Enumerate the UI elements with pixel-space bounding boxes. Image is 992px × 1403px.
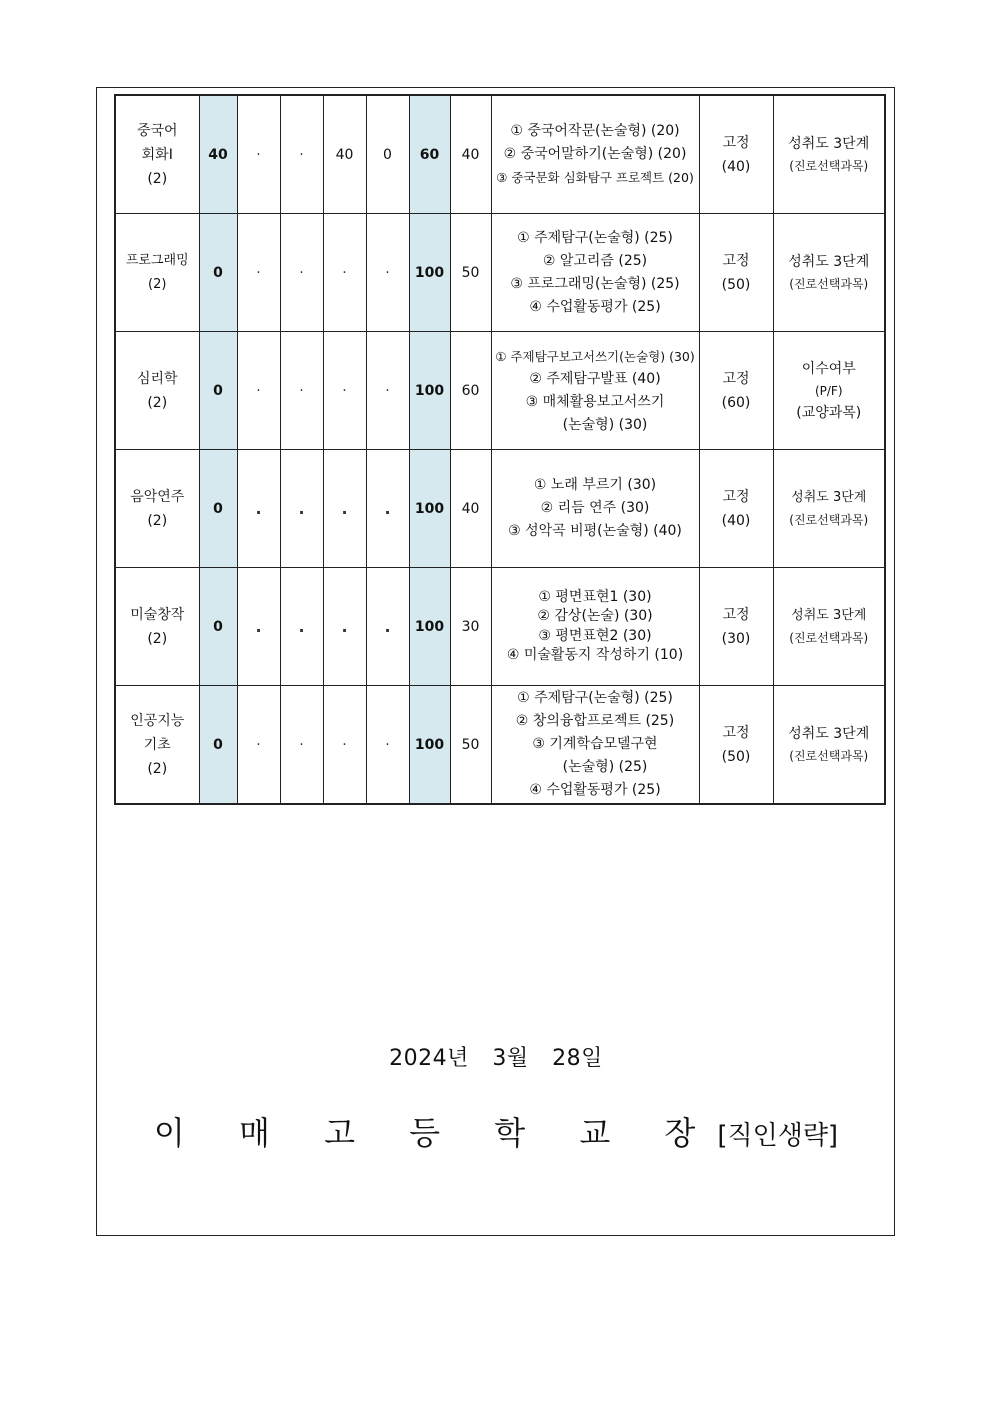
value-cell: . [237,450,280,568]
date-month: 3월 [492,1046,529,1071]
value-cell: · [237,686,280,805]
ratio-cell: 60 [409,95,450,214]
list-item: ② 창의융합프로젝트 (25) [515,713,675,729]
assessment-table [114,94,886,805]
value-cell: · [237,214,280,332]
value-cell: 60 [450,332,491,450]
list-item: ① 주제탐구보고서쓰기(논술형) (30) [495,348,695,364]
value-cell: . [280,568,323,686]
list-item: ① 평면표현1 (30) [538,588,652,605]
list-item: ② 감상(논술) (30) [537,608,653,624]
list-item: ② 알고리즘 (25) [542,252,648,269]
principal-signature [0,1108,992,1154]
seal-note: [직인생략] [717,1121,839,1151]
list-item: ④ 수업활동평가 (25) [529,298,661,315]
value-cell: · [280,332,323,450]
value-cell: . [323,568,366,686]
ratio-cell: 100 [409,568,450,686]
fixed-cell: 고정 (50) [699,686,773,805]
list-item: ② 리듬 연주 (30) [540,500,650,516]
fixed-cell: 고정 (40) [699,95,773,214]
table-row [115,568,885,686]
value-cell: · [280,95,323,214]
level-cell: 성취도 3단계 (진로선택과목) [773,686,885,805]
items-cell [491,450,699,568]
value-cell: 40 [450,450,491,568]
fixed-cell: 고정 (30) [699,568,773,686]
value-cell: · [323,332,366,450]
value-cell: · [237,95,280,214]
ratio-cell: 100 [409,686,450,805]
level-cell: 성취도 3단계 (진로선택과목) [773,214,885,332]
ratio-cell: 0 [199,450,237,568]
list-item: ① 노래 부르기 (30) [533,477,657,493]
issue-date [0,1041,992,1072]
list-item: ① 중국어작문(논술형) (20) [510,123,680,139]
list-item: ③ 기계학습모델구현 [532,736,658,752]
value-cell: . [366,450,409,568]
items-cell [491,332,699,450]
list-item: ③ 평면표현2 (30) [538,627,652,644]
level-cell: 성취도 3단계 (진로선택과목) [773,568,885,686]
value-cell: 40 [323,95,366,214]
value-cell: . [366,568,409,686]
items-cell [491,95,699,214]
ratio-cell: 100 [409,332,450,450]
value-cell: · [237,332,280,450]
items-cell [491,568,699,686]
value-cell: · [366,332,409,450]
date-year: 2024년 [389,1046,469,1071]
value-cell: · [366,214,409,332]
subject-cell: 프로그래밍 (2) [115,214,199,332]
ratio-cell: 0 [199,686,237,805]
principal-title: 이 매 고 등 학 교 장 [153,1114,718,1152]
items-cell [491,214,699,332]
value-cell: . [323,450,366,568]
value-cell: . [280,450,323,568]
list-item: ③ 프로그래밍(논술형) (25) [510,275,680,292]
ratio-cell: 40 [199,95,237,214]
fixed-cell: 고정 (60) [699,332,773,450]
table-row [115,686,885,805]
list-item: ② 주제탐구발표 (40) [529,370,661,387]
value-cell: 30 [450,568,491,686]
ratio-cell: 0 [199,332,237,450]
value-cell: · [323,686,366,805]
subject-cell: 중국어 회화Ⅰ (2) [115,95,199,214]
fixed-cell: 고정 (50) [699,214,773,332]
ratio-cell: 0 [199,568,237,686]
subject-cell: 심리학 (2) [115,332,199,450]
fixed-cell: 고정 (40) [699,450,773,568]
subject-cell: 미술창작 (2) [115,568,199,686]
subject-cell: 음악연주 (2) [115,450,199,568]
list-item: ④ 미술활동지 작성하기 (10) [506,647,684,663]
table-row [115,95,885,214]
list-item: ③ 중국문화 심화탐구 프로젝트 (20) [496,170,694,185]
list-item: ③ 매체활용보고서쓰기 [525,393,665,410]
value-cell: · [323,214,366,332]
list-item: ② 중국어말하기(논술형) (20) [503,146,687,162]
value-cell: 50 [450,686,491,805]
table-row [115,214,885,332]
value-cell: 40 [450,95,491,214]
value-cell: · [366,686,409,805]
items-cell [491,686,699,805]
value-cell: 50 [450,214,491,332]
list-item: ① 주제탐구(논술형) (25) [517,690,673,706]
value-cell: . [237,568,280,686]
subject-cell: 인공지능 기초 (2) [115,686,199,805]
level-cell: 성취도 3단계 (진로선택과목) [773,450,885,568]
list-item: (논술형) (25) [562,759,648,775]
ratio-cell: 100 [409,214,450,332]
list-item: (논술형) (30) [562,416,648,433]
level-cell: 이수여부 (P/F) (교양과목) [773,332,885,450]
table-row [115,450,885,568]
value-cell: · [280,214,323,332]
date-day: 28일 [552,1046,603,1071]
list-item: ③ 성악곡 비평(논술형) (40) [508,523,682,539]
value-cell: 0 [366,95,409,214]
table-row [115,332,885,450]
list-item: ④ 수업활동평가 (25) [529,782,661,798]
ratio-cell: 0 [199,214,237,332]
value-cell: · [280,686,323,805]
list-item: ① 주제탐구(논술형) (25) [517,229,673,246]
ratio-cell: 100 [409,450,450,568]
level-cell: 성취도 3단계 (진로선택과목) [773,95,885,214]
